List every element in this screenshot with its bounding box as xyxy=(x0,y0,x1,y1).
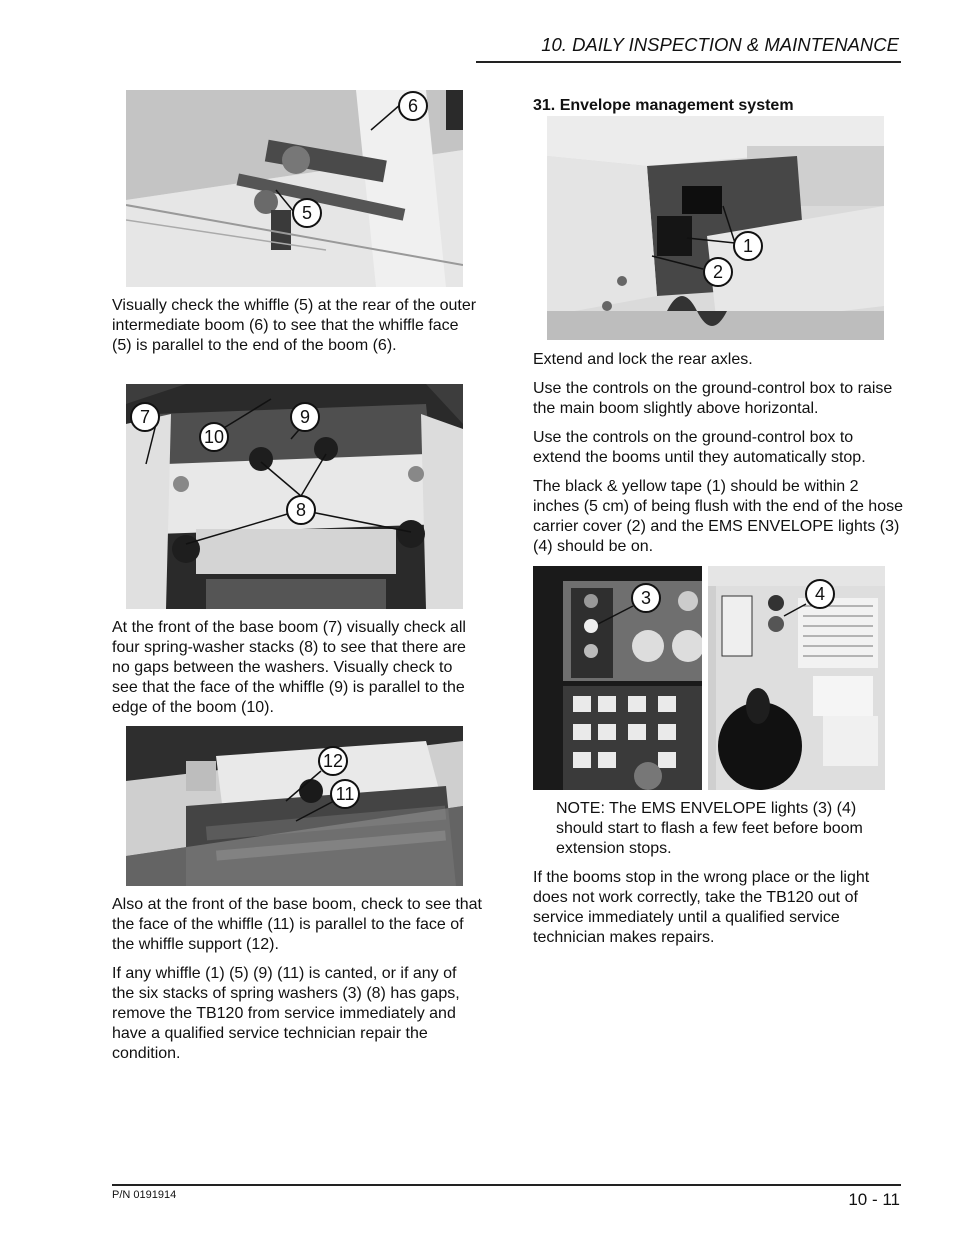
callout-4: 4 xyxy=(805,579,835,609)
photo-spring-washer-stacks xyxy=(126,384,463,609)
paragraph-remove-from-service: If any whiffle (1) (5) (9) (11) is canted, or if any of the six stacks of spring washers (3) (8) has gaps, remove the TB120 from service immediately and have a qualified service technician repair the condition. xyxy=(112,965,460,1062)
paragraph-extend-booms: Use the controls on the ground-control box to extend the booms until they automatically stop. xyxy=(533,429,866,466)
paragraph-whiffle-support: Also at the front of the base boom, check to see that the face of the whiffle (11) is parallel to the face of the whiffle support (12). xyxy=(112,896,482,953)
paragraph-spring-washer: At the front of the base boom (7) visually check all four spring-washer stacks (8) to see that there are no gaps between the washers. Visually check to see that the face of the whiffle (9) is parallel to the edge of the boom (10). xyxy=(112,619,466,716)
paragraph-extend-axles: Extend and lock the rear axles. xyxy=(533,351,753,368)
footer-rule xyxy=(112,1184,901,1186)
callout-9: 9 xyxy=(290,402,320,432)
callout-2: 2 xyxy=(703,257,733,287)
callout-11: 11 xyxy=(330,779,360,809)
callout-1: 1 xyxy=(733,231,763,261)
callout-3: 3 xyxy=(631,583,661,613)
callout-12: 12 xyxy=(318,746,348,776)
photo-boom-tape xyxy=(547,116,884,340)
callout-6: 6 xyxy=(398,91,428,121)
page-header-title: 10. DAILY INSPECTION & MAINTENANCE xyxy=(541,34,899,55)
callout-7: 7 xyxy=(130,402,160,432)
callout-8: 8 xyxy=(286,495,316,525)
photo-whiffle-support xyxy=(126,726,463,886)
paragraph-wrong-place: If the booms stop in the wrong place or the light does not work correctly, take the TB120 out of service immediately until a qualified service technician makes repairs. xyxy=(533,869,870,946)
part-number: P/N 0191914 xyxy=(112,1189,177,1201)
paragraph-whiffle-rear: Visually check the whiffle (5) at the rear of the outer intermediate boom (6) to see that the whiffle face (5) is parallel to the end of the boom (6). xyxy=(112,297,477,354)
page-number: 10 - 11 xyxy=(848,1190,900,1209)
photo-whiffle-rear-boom xyxy=(126,90,463,287)
photo-platform-panel-light-4 xyxy=(708,566,885,790)
note-ems-flash: NOTE: The EMS ENVELOPE lights (3) (4) should start to flash a few feet before boom extension stops. xyxy=(556,800,863,857)
paragraph-raise-boom: Use the controls on the ground-control box to raise the main boom slightly above horizontal. xyxy=(533,380,893,417)
callout-10: 10 xyxy=(199,422,229,452)
header-rule xyxy=(476,61,901,63)
callout-5: 5 xyxy=(292,198,322,228)
photo-control-panel-light-3 xyxy=(533,566,702,790)
section-title-ems: 31. Envelope management system xyxy=(533,97,794,114)
paragraph-tape-check: The black & yellow tape (1) should be within 2 inches (5 cm) of being flush with the end of the hose carrier cover (2) and the EMS ENVELOPE lights (3) (4) should be on. xyxy=(533,478,903,555)
